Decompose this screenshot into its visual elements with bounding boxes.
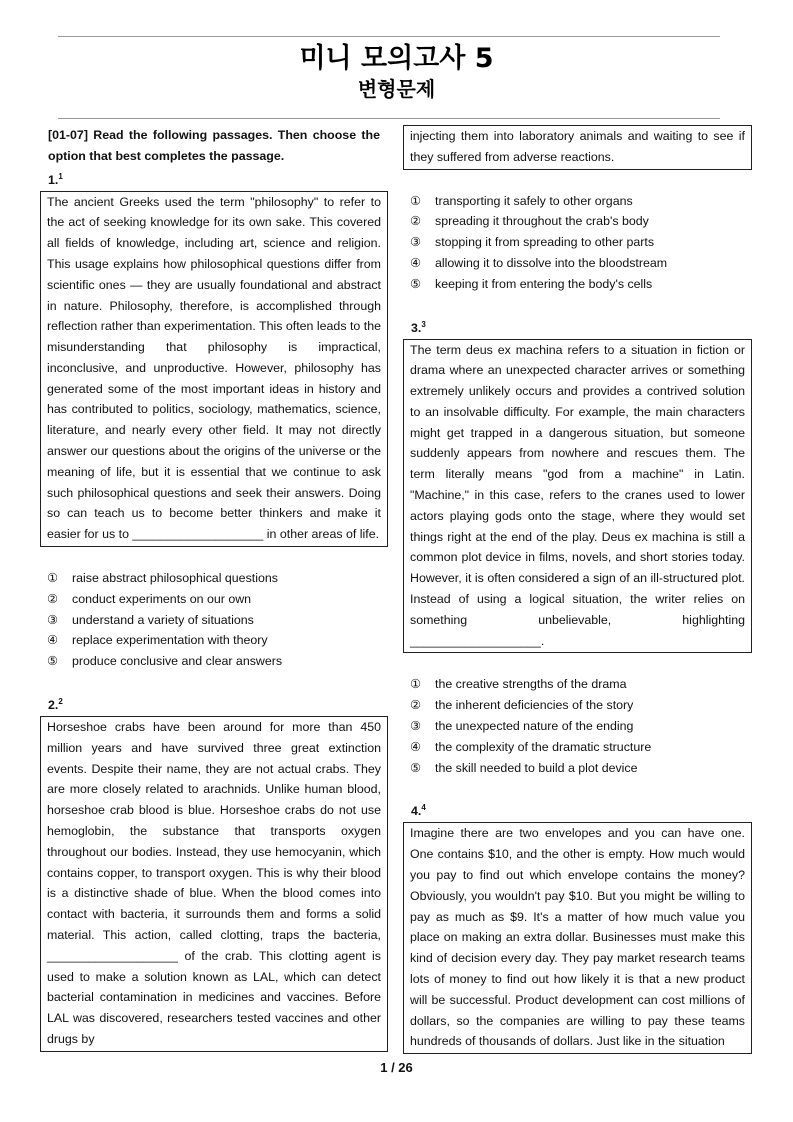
- question-2-passage-continued-box: [403, 125, 752, 170]
- question-2-option-5[interactable]: ⑤ keeping it from entering the body's cells: [410, 276, 653, 291]
- question-3-options: [403, 674, 752, 778]
- page-subtitle: 변형문제: [357, 77, 436, 101]
- left-column: [40, 125, 388, 1052]
- question-2-label: 2.: [48, 698, 59, 713]
- question-3-option-1[interactable]: ① the creative strengths of the drama: [410, 677, 627, 692]
- question-2-option-1[interactable]: ① transporting it safely to other organs: [410, 193, 633, 208]
- question-1-options: [40, 568, 388, 672]
- question-3-option-2[interactable]: ② the inherent deficiencies of the story: [410, 698, 634, 713]
- question-3-option-3[interactable]: ③ the unexpected nature of the ending: [410, 719, 634, 734]
- question-1-option-5[interactable]: ⑤ produce conclusive and clear answers: [47, 654, 283, 669]
- question-3-passage: The term deus ex machina refers to a situation in fiction or drama where an unexpected character arrives or something extremely unlikely occurs and provides a contrived solution to an insolvable difficulty. For example, the main characters might get trapped in a dangerous situation, but someone suddenly appears from nowhere and rescues them. The term literally means "god from a machine" in Latin. "Machine," in this case, refers to the cranes used to lower actors playing gods onto the stage, where they would set things right at the end of the play. Deus ex machina is still a common plot device in films, novels, and short stories today. However, it is often considered a sign of an ill-structured plot. Instead of using a logical situation, the writer relies on something unbelievable, highlighting ___________________.: [410, 342, 745, 648]
- instructions: [01-07] Read the following passages. Then choose the option that best completes the passage.: [48, 128, 380, 163]
- question-4-passage: Imagine there are two envelopes and you can have one. One contains $10, and the other is empty. How much would you pay to find out which envelope contains the money? Obviously, you wouldn't pay $10. But you might be willing to pay as much as $9. It's a matter of how much value you place on making an extra dollar. Businesses must make this kind of decision every day. They pay market research teams lots of money to find out how likely it is that a new product will be successful. Product development can cost millions of dollars, so the companies are willing to pay these teams hundreds of thousands of dollars. Just like in the situation: [410, 826, 745, 1049]
- question-1-footnote: 1: [58, 171, 63, 181]
- question-1-label: 1.: [48, 172, 59, 187]
- top-rule: [58, 36, 720, 37]
- page-number: 1 / 26: [380, 1060, 413, 1075]
- question-2-passage-box: [40, 716, 388, 1052]
- question-1-option-4[interactable]: ④ replace experimentation with theory: [47, 633, 268, 648]
- question-3-footnote: 3: [421, 319, 426, 329]
- question-2-passage-continued: injecting them into laboratory animals and waiting to see if they suffered from adverse reactions.: [410, 129, 745, 164]
- question-3-label: 3.: [411, 320, 422, 335]
- question-3-option-4[interactable]: ④ the complexity of the dramatic structure: [410, 739, 652, 754]
- question-2-footnote: 2: [58, 697, 63, 707]
- question-1-option-1[interactable]: ① raise abstract philosophical questions: [47, 571, 278, 586]
- question-2-passage: Horseshoe crabs have been around for more than 450 million years and have survived three great extinction events. Despite their name, they are not actual crabs. They are more closely related to arachnids. Unlike human blood, horseshoe crab blood is blue. Horseshoe crabs do not use hemoglobin, the substance that transports oxygen throughout our bodies. Instead, they use hemocyanin, which contains copper, to transport oxygen. This is why their blood is a distinctive shade of blue. When the blood comes into contact with bacteria, it surrounds them and forms a solid material. This action, called clotting, traps the bacteria, ___________________ of the crab. This clotting agent is used to make a solution known as LAL, which can detect bacterial contamination in medicines and vaccines. Before LAL was discovered, researchers tested vaccines and other drugs by: [47, 719, 381, 1046]
- question-1-passage-box: [40, 191, 388, 548]
- question-3-option-5[interactable]: ⑤ the skill needed to build a plot device: [410, 760, 638, 775]
- page-title: 미니 모의고사 5: [299, 43, 494, 74]
- question-1-option-3[interactable]: ③ understand a variety of situations: [47, 612, 254, 627]
- question-1-option-2[interactable]: ② conduct experiments on our own: [47, 591, 252, 606]
- question-2-option-2[interactable]: ② spreading it throughout the crab's body: [410, 214, 649, 229]
- question-2-option-3[interactable]: ③ stopping it from spreading to other parts: [410, 235, 655, 250]
- question-4-label: 4.: [411, 804, 422, 819]
- question-4-number: [403, 798, 752, 822]
- question-2-number: [40, 692, 388, 716]
- question-2-options: [403, 191, 752, 295]
- question-1-passage: The ancient Greeks used the term "philosophy" to refer to the act of seeking knowledge for its own sake. This covered all fields of knowledge, including art, science and religion. This usage explains how philosophical questions differ from scientific ones — they are usually foundational and abstract in nature. Philosophy, therefore, is accomplished through reflection rather than experimentation. This often leads to the misunderstanding that philosophy is impractical, inconclusive, and unproductive. However, philosophy has generated some of the most important ideas in history and has contributed to politics, sociology, mathematics, science, literature, and nearly every other field. It may not directly answer our questions about the origins of the universe or the meaning of life, but it is essential that we continue to ask such philosophical questions and seek their answers. Doing so can teach us to become better thinkers and make it easier for us to ___________________ in other areas of life.: [47, 194, 381, 542]
- question-1-number: [40, 167, 388, 191]
- question-3-number: [403, 315, 752, 339]
- header-rule: [58, 118, 720, 119]
- question-3-passage-box: [403, 339, 752, 654]
- right-column: [403, 125, 752, 1054]
- question-4-passage-box: [403, 822, 752, 1054]
- question-4-footnote: 4: [421, 803, 426, 813]
- question-2-option-4[interactable]: ④ allowing it to dissolve into the bloodstream: [410, 255, 668, 270]
